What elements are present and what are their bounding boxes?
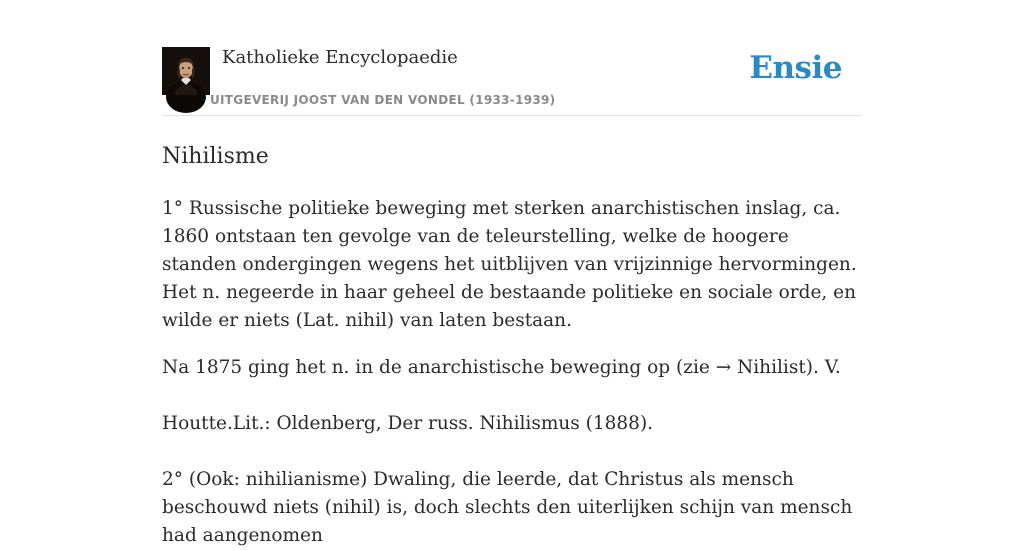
article-title: Nihilisme [162,144,269,169]
article-paragraph: Houtte.Lit.: Oldenberg, Der russ. Nihilismus (1888). [162,413,654,434]
article-paragraph: Na 1875 ging het n. in de anarchistische beweging op (zie → Nihilist). V. [162,357,841,378]
avatar[interactable] [162,47,210,95]
portrait-icon [162,47,210,95]
site-header [162,46,862,116]
article-paragraph: 2° (Ook: nihilianisme) Dwaling, die leerde, dat Christus als mensch beschouwd niets (nihil) is, doch slechts den uiterlijken schijn van mensch had aangenomen [162,469,853,546]
book-title[interactable]: Katholieke Encyclopaedie [222,47,458,68]
article-paragraph: 1° Russische politieke beweging met sterken anarchistischen inslag, ca. 1860 ontstaan ten gevolge van de teleurstelling, welke de hoogere standen ondergingen wegens het uitblijven van vrijzinnige hervormingen. Het n. negeerde in haar geheel de bestaande politieke en sociale orde, en wilde er niets (Lat. nihil) van laten bestaan. [162,198,857,331]
page [162,0,862,550]
ensie-logo[interactable]: Ensie [749,50,842,86]
publisher-label: UITGEVERIJ JOOST VAN DEN VONDEL (1933-1939) [210,93,556,107]
